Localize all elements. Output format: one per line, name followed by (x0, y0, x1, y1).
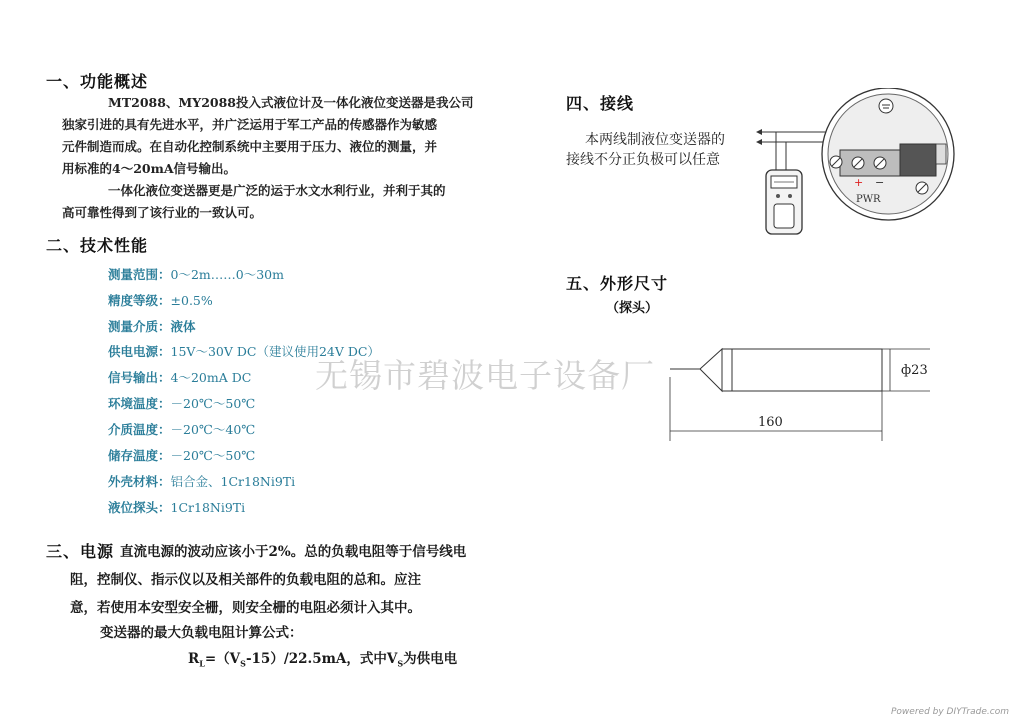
spec-key: 储存温度： (108, 448, 171, 463)
spec-key: 供电电源： (108, 344, 171, 359)
section1-title: 一、功能概述 (46, 72, 149, 91)
plus-label: + (854, 176, 864, 189)
section5-title: 五、外形尺寸 (566, 274, 669, 293)
spec-key: 液位探头： (108, 500, 171, 515)
section5-subtitle: （探头） (606, 301, 659, 316)
arrow-head-top (756, 129, 762, 135)
formula-sub-s2: S (397, 658, 404, 669)
wiring-note-line1: 本两线制液位变送器的 (585, 132, 725, 148)
formula-r: R (188, 651, 200, 667)
spec-key: 测量介质： (108, 319, 171, 334)
arrow-head-bottom (756, 139, 762, 145)
section1-p1-line3: 元件制造而成。在自动化控制系统中主要用于压力、液位的测量，并 (62, 139, 438, 154)
section3-line2: 阻，控制仪、指示仪以及相关部件的负载电阻的总和。应注 (70, 572, 421, 588)
diameter-label: ф23 (901, 363, 928, 378)
spec-row (108, 291, 213, 309)
spec-value: 15V～30V DC（建议使用24V DC） (170, 344, 380, 359)
transmitter-housing (822, 88, 954, 220)
section3-title: 三、电源 (46, 542, 115, 561)
section3-line3: 意，若使用本安型安全栅，则安全栅的电阻必须计入其中。 (70, 600, 421, 616)
spec-value: 4～20mA DC (170, 370, 252, 385)
pwr-label: PWR (856, 194, 881, 205)
section1-p2-line2: 高可靠性得到了该行业的一致认可。 (62, 205, 263, 220)
spec-value: －20℃～50℃ (170, 396, 256, 411)
formula-sub-s: S (240, 658, 246, 669)
probe-body (722, 349, 882, 391)
minus-label: − (875, 176, 885, 189)
terminal-block (840, 150, 900, 176)
spec-key: 信号输出： (108, 370, 171, 385)
spec-key: 环境温度： (108, 396, 171, 411)
spec-row (108, 498, 245, 516)
watermark-text: 无锡市碧波电子设备厂 (315, 356, 655, 395)
probe-dimension-drawing (660, 335, 950, 445)
spec-row (108, 368, 251, 386)
section1-p2-line1: 一体化液位变送器更是广泛的运于水文水利行业，并利于其的 (108, 183, 446, 198)
section2-title: 二、技术性能 (46, 236, 149, 255)
length-label: 160 (758, 415, 783, 430)
spec-key: 精度等级： (108, 293, 171, 308)
spec-row (108, 394, 255, 412)
wiring-note-line2: 接线不分正负极可以任意 (566, 152, 720, 168)
footer-credit[interactable]: Powered by DIYTrade.com (891, 707, 1009, 717)
spec-value: 0～2m……0～30m (170, 267, 284, 282)
spec-value: 液体 (170, 319, 196, 334)
load-resistance-formula (188, 645, 457, 678)
section4-title: 四、接线 (566, 94, 635, 113)
spec-value: 1Cr18Ni9Ti (170, 500, 246, 515)
wiring-diagram (740, 88, 970, 248)
spec-key: 介质温度： (108, 422, 171, 437)
spec-row (108, 446, 255, 464)
spec-row (108, 265, 284, 283)
formula-rest: -15）/22.5mA，式中V (245, 651, 398, 667)
spec-key: 测量范围： (108, 267, 171, 282)
spec-value: ±0.5% (170, 293, 213, 308)
spec-value: －20℃～40℃ (170, 422, 256, 437)
formula-mid: =（V (204, 651, 241, 667)
section3-line1: 直流电源的波动应该小于2%。总的负载电阻等于信号线电 (120, 544, 467, 560)
probe-taper (700, 349, 722, 391)
spec-value: 铝合金、1Cr18Ni9Ti (170, 474, 296, 489)
spec-row (108, 317, 196, 335)
spec-value: －20℃～50℃ (170, 448, 256, 463)
handheld-meter-icon (766, 170, 802, 234)
section1-p1-line1: MT2088、MY2088投入式液位计及一体化液位变送器是我公司 (108, 95, 474, 110)
section1-p1-line2: 独家引进的具有先进水平，并广泛运用于军工产品的传感器作为敏感 (62, 117, 438, 132)
spec-key: 外壳材料： (108, 474, 171, 489)
terminal-cover (900, 144, 936, 176)
section1-p1-line4: 用标准的4～20mA信号输出。 (62, 161, 237, 176)
formula-end: 为供电电 (403, 651, 458, 667)
formula-sub-l: L (199, 658, 205, 669)
spec-row (108, 472, 295, 490)
section3-line4: 变送器的最大负载电阻计算公式： (100, 625, 303, 641)
ground-icon (879, 99, 893, 113)
spec-row (108, 420, 255, 438)
